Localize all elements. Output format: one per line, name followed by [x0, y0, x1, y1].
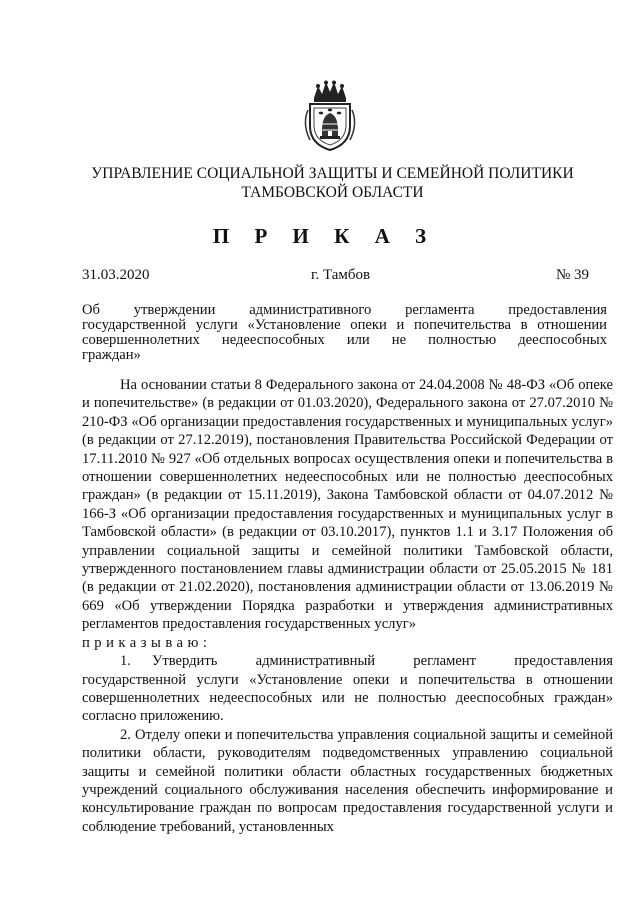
- order-item-1: [82, 652, 613, 726]
- order-subject: [82, 303, 607, 363]
- order-item-2: [82, 726, 613, 836]
- order-body: [82, 376, 613, 836]
- item-text: Утвердить административный регламент предоставления государственной услуги «Установление опеки и попечительства в отношении совершеннолетних недееспособных или не полностью дееспособных граждан» согласно приложению.: [82, 653, 613, 725]
- order-subject-line: государственной услуги «Установление опеки и попечительства в отношении: [82, 317, 607, 333]
- document-date: 31.03.2020: [82, 267, 150, 283]
- document-city: г. Тамбов: [311, 267, 371, 283]
- order-subject-line: граждан»: [82, 347, 141, 363]
- tambov-coat-of-arms-icon: [300, 80, 360, 152]
- preamble-paragraph: На основании статьи 8 Федерального закона от 24.04.2008 № 48-ФЗ «Об опеке и попечительстве» (в редакции от 01.03.2020), Федерального закона от 27.07.2010 № 210-ФЗ «Об организации предоставления государственных и муниципальных услуг» (в редакции от 27.12.2019), постановления Правительства Российской Федерации от 17.11.2010 № 927 «Об отдельных вопросах осуществления опеки и попечительства в отношении совершеннолетних недееспособных или не полностью дееспособных граждан» (в редакции от 15.11.2019), Закона Тамбовской области от 04.07.2012 № 166-З «Об организации предоставления государственных и муниципальных услуг в Тамбовской области» (в редакции от 03.10.2017), пунктов 1.1 и 3.17 Положения об управлении социальной защиты и семейной политики Тамбовской области, утвержденного постановлением главы администрации области от 25.05.2015 № 181 (в редакции от 21.02.2020), постановления администрации области от 13.06.2019 № 669 «Об утверждении Порядка разработки и утверждения административных регламентов предоставления государственных услуг»: [82, 377, 613, 633]
- document-type-title: П Р И К А З: [212, 224, 437, 248]
- order-subject-line: Об утверждении административного регламента предоставления: [82, 302, 607, 318]
- organization-name-line1: УПРАВЛЕНИЕ СОЦИАЛЬНОЙ ЗАЩИТЫ И СЕМЕЙНОЙ ПОЛИТИКИ: [91, 165, 574, 182]
- item-number: 2.: [120, 726, 131, 743]
- item-text: Отделу опеки и попечительства управления социальной защиты и семейной политики области, руководителям подведомственных управлению социальной защиты и семейной политики области областных государственных бюджетных учреждений социального обслуживания населения обеспечить информирование и консультирование граждан по вопросам предоставления государственной услуги и соблюдение требований, установленных: [82, 726, 614, 835]
- item-number: 1.: [120, 653, 131, 670]
- order-keyword: приказываю:: [82, 634, 212, 651]
- document-number: № 39: [555, 267, 589, 283]
- order-subject-line: совершеннолетних недееспособных или не полностью дееспособных: [82, 332, 607, 348]
- organization-name-line2: ТАМБОВСКОЙ ОБЛАСТИ: [241, 184, 424, 201]
